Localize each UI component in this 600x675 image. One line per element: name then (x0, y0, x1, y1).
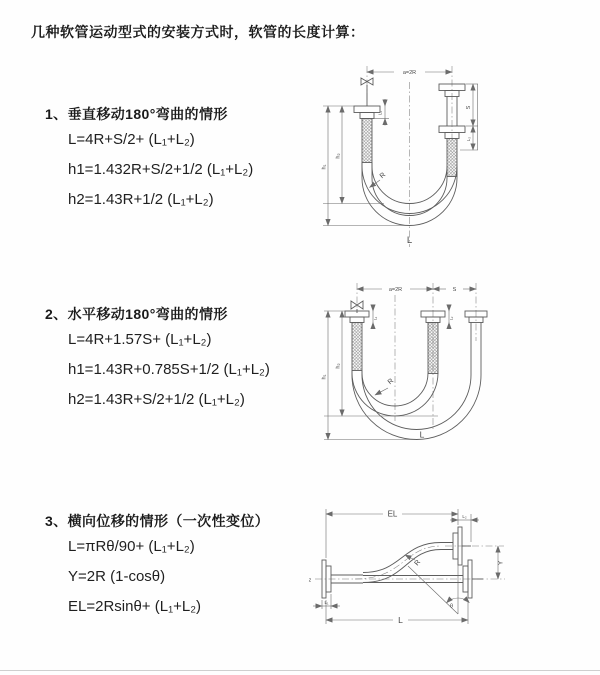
formula-l: L=πRθ/90+ (L₁+L₂) (68, 538, 195, 555)
nut-left (360, 113, 374, 119)
hose-assembly-drawing (354, 66, 465, 247)
dim-label-radius: R (386, 377, 396, 387)
dim-label-theta: θ (449, 603, 454, 610)
hose-outer-pos2 (352, 333, 481, 440)
formula-el: EL=2Rsinθ+ (L₁+L₂) (68, 598, 202, 615)
braided-hose-section (428, 323, 438, 374)
section-3-heading: 3、横向位移的情形（一次性变位） (45, 513, 270, 529)
braided-hose-section (447, 139, 457, 177)
dim-label-length: L (398, 615, 403, 625)
hose-inner-pos2 (362, 333, 471, 430)
formula-h1: h1=1.432R+S/2+1/2 (L₁+L₂) (68, 161, 254, 178)
dim-label-fitting-left: L₁ (372, 316, 378, 321)
dim-label-fitting-mid: L₂ (448, 316, 454, 321)
section-1-text (45, 103, 325, 215)
valve-icon (357, 301, 363, 309)
dimension-lines (313, 509, 498, 624)
dim-label-span: a=2R (402, 70, 417, 76)
section-1-heading: 1、垂直移动180°弯曲的情形 (45, 106, 228, 122)
dim-label-fitting-left: L₁ (324, 599, 329, 605)
formula-h2: h2=1.43R+S/2+1/2 (L₁+L₂) (68, 391, 245, 408)
dim-label-el: EL (387, 509, 398, 519)
dim-label-fitting-right: L₂ (466, 136, 471, 142)
dim-label-stroke: S (466, 105, 472, 110)
braided-hose-section (362, 119, 372, 163)
hose-inner-pos1 (362, 371, 428, 407)
flange-left (354, 106, 380, 113)
braided-hose-section (352, 323, 362, 371)
dim-label-fitting-left: L₁ (377, 110, 383, 116)
hose-assembly-drawing (315, 527, 505, 598)
formula-l: L=4R+1.57S+ (L₁+L₂) (68, 331, 212, 348)
diagram-lateral-displacement (305, 502, 510, 634)
valve-icon (367, 78, 373, 85)
section-2-heading: 2、水平移动180°弯曲的情形 (45, 306, 228, 322)
dim-label-radius: R (378, 171, 388, 181)
dim-label-y: Y (497, 560, 505, 566)
nut-left (350, 317, 364, 323)
diagram-vertical-move-180 (318, 66, 493, 251)
dim-label-length: L (419, 429, 425, 440)
dim-label-length: L (406, 235, 413, 246)
formula-h1: h1=1.43R+0.785S+1/2 (L₁+L₂) (68, 361, 270, 378)
dimension-lines (321, 289, 476, 440)
dim-label-h1: h₁ (321, 374, 328, 380)
axis-break-mark: z (308, 577, 312, 584)
valve-icon (351, 301, 357, 309)
diagram-horizontal-move-180 (318, 281, 493, 445)
dim-label-radius: R (413, 558, 423, 568)
hose-top-wall (363, 543, 453, 573)
dim-label-h2: h₂ (335, 363, 342, 369)
dim-label-h2: h₂ (335, 153, 342, 159)
formula-y: Y=2R (1-cosθ) (68, 568, 166, 585)
dim-label-fitting-right: L₂ (462, 514, 467, 520)
dim-label-h1: h₁ (321, 164, 328, 170)
dimension-labels (309, 510, 505, 626)
section-3-text (45, 510, 325, 622)
scan-artifact-line (0, 670, 600, 671)
dim-label-stroke: S (452, 287, 457, 294)
dim-label-span: a=2R (388, 287, 403, 294)
page-title: 几种软管运动型式的安装方式时，软管的长度计算： (31, 24, 365, 40)
formula-l: L=4R+S/2+ (L₁+L₂) (68, 131, 195, 148)
valve-icon (361, 78, 367, 85)
formula-h2: h2=1.43R+1/2 (L₁+L₂) (68, 191, 214, 208)
section-2-text (45, 303, 325, 415)
